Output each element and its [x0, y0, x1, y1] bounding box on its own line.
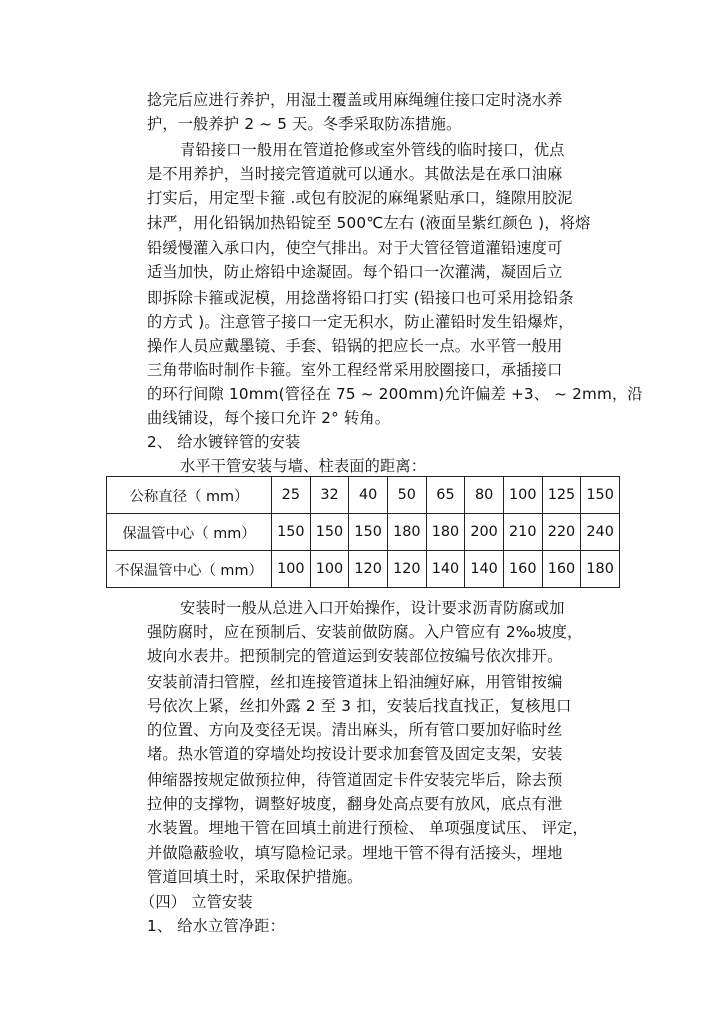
text-line: 青铅接口一般用在管道抢修或室外管线的临时接口，优点	[180, 141, 565, 159]
text-line: 的位置、方向及变径无误。清出麻头，所有管口要加好临时丝	[147, 721, 563, 739]
table-cell: 240	[581, 514, 620, 551]
table-cell: 140	[465, 551, 504, 588]
text-line: 操作人员应戴墨镜、手套、铅锅的把应长一点。水平管一般用	[147, 337, 563, 355]
text-line: 水装置。埋地干管在回填土前进行预检、 单项强度试压、 评定，	[147, 819, 588, 837]
table-cell: 50	[387, 477, 426, 514]
text-line: 强防腐时，应在预制后、安装前做防腐。入户管应有 2‰坡度，	[147, 623, 583, 641]
table-cell: 100	[310, 551, 349, 588]
table-cell: 80	[465, 477, 504, 514]
table-cell: 150	[310, 514, 349, 551]
table-cell: 150	[272, 514, 311, 551]
table-cell: 120	[349, 551, 388, 588]
text-line: 管道回填土时，采取保护措施。	[147, 868, 363, 886]
text-line: 即拆除卡箍或泥模，用捻凿将铅口打实 (铅接口也可采用捻铅条	[147, 289, 574, 307]
text-line: 并做隐蔽验收，填写隐检记录。埋地干管不得有活接头，埋地	[147, 844, 563, 862]
section-heading: 2、 给水镀锌管的安装	[147, 433, 301, 451]
text-line: 曲线铺设，每个接口允许 2° 转角。	[147, 409, 391, 427]
section-heading: （四） 立管安装	[140, 893, 253, 911]
table-cell: 210	[503, 514, 542, 551]
table-row	[107, 514, 620, 551]
table-cell: 220	[542, 514, 581, 551]
table-cell: 180	[426, 514, 465, 551]
text-line: 拉伸的支撑物，调整好坡度，翻身处高点要有放风，底点有泄	[147, 795, 563, 813]
table-cell: 120	[387, 551, 426, 588]
table-cell: 150	[349, 514, 388, 551]
text-line: 安装前清扫管膛，丝扣连接管道抹上铅油缠好麻，用管钳按编	[147, 673, 563, 691]
table-row	[107, 551, 620, 588]
table-cell: 150	[581, 477, 620, 514]
text-line: 堵。热水管道的穿墙处均按设计要求加套管及固定支架，安装	[147, 745, 563, 763]
table-cell: 140	[426, 551, 465, 588]
text-line: 号依次上紧，丝扣外露 2 至 3 扣，安装后找直找正，复核甩口	[147, 697, 572, 715]
text-line: 打实后，用定型卡箍 .或包有胶泥的麻绳紧贴承口，缝隙用胶泥	[147, 189, 573, 207]
text-line: 铅缓慢灌入承口内，使空气排出。对于大管径管道灌铅速度可	[147, 239, 563, 257]
text-line: 是不用养护，当时接完管道就可以通水。其做法是在承口油麻	[147, 165, 563, 183]
text-line: 护，一般养护 2 ~ 5 天。冬季采取防冻措施。	[147, 115, 462, 133]
section-heading: 1、 给水立管净距：	[147, 917, 285, 935]
table-caption: 水平干管安装与墙、柱表面的距离：	[180, 457, 427, 475]
table-cell: 25	[272, 477, 311, 514]
text-line: 坡向水表井。把预制完的管道运到安装部位按编号依次排开。	[147, 647, 563, 665]
text-line: 捻完后应进行养护，用湿土覆盖或用麻绳缠住接口定时浇水养	[147, 91, 563, 109]
row-label: 不保温管中心（ mm）	[107, 551, 272, 588]
table-cell: 40	[349, 477, 388, 514]
text-line: 的方式 )。注意管子接口一定无积水，防止灌铅时发生铅爆炸，	[147, 313, 574, 331]
table-row	[107, 477, 620, 514]
row-label: 保温管中心（ mm）	[107, 514, 272, 551]
text-line: 抹严，用化铅锅加热铅锭至 500℃左右 (液面呈紫红颜色 )，将熔	[147, 214, 591, 232]
table-cell: 180	[581, 551, 620, 588]
table-cell: 180	[387, 514, 426, 551]
distance-table	[106, 476, 620, 588]
text-line: 适当加快，防止熔铅中途凝固。每个铅口一次灌满，凝固后立	[147, 263, 563, 281]
table-cell: 200	[465, 514, 504, 551]
table-cell: 125	[542, 477, 581, 514]
table-cell: 100	[272, 551, 311, 588]
table-cell: 160	[542, 551, 581, 588]
text-line: 伸缩器按规定做预拉伸，待管道固定卡件安装完毕后，除去预	[147, 771, 563, 789]
text-line: 的环行间隙 10mm(管径在 75 ~ 200mm)允许偏差 +3、 ~ 2mm，沿	[147, 385, 643, 403]
text-line: 三角带临时制作卡箍。室外工程经常采用胶圈接口，承插接口	[147, 361, 563, 379]
table-cell: 100	[503, 477, 542, 514]
table-cell: 65	[426, 477, 465, 514]
row-label: 公称直径（ mm）	[107, 477, 272, 514]
text-line: 安装时一般从总进入口开始操作，设计要求沥青防腐或加	[180, 599, 565, 617]
table-cell: 32	[310, 477, 349, 514]
table-cell: 160	[503, 551, 542, 588]
